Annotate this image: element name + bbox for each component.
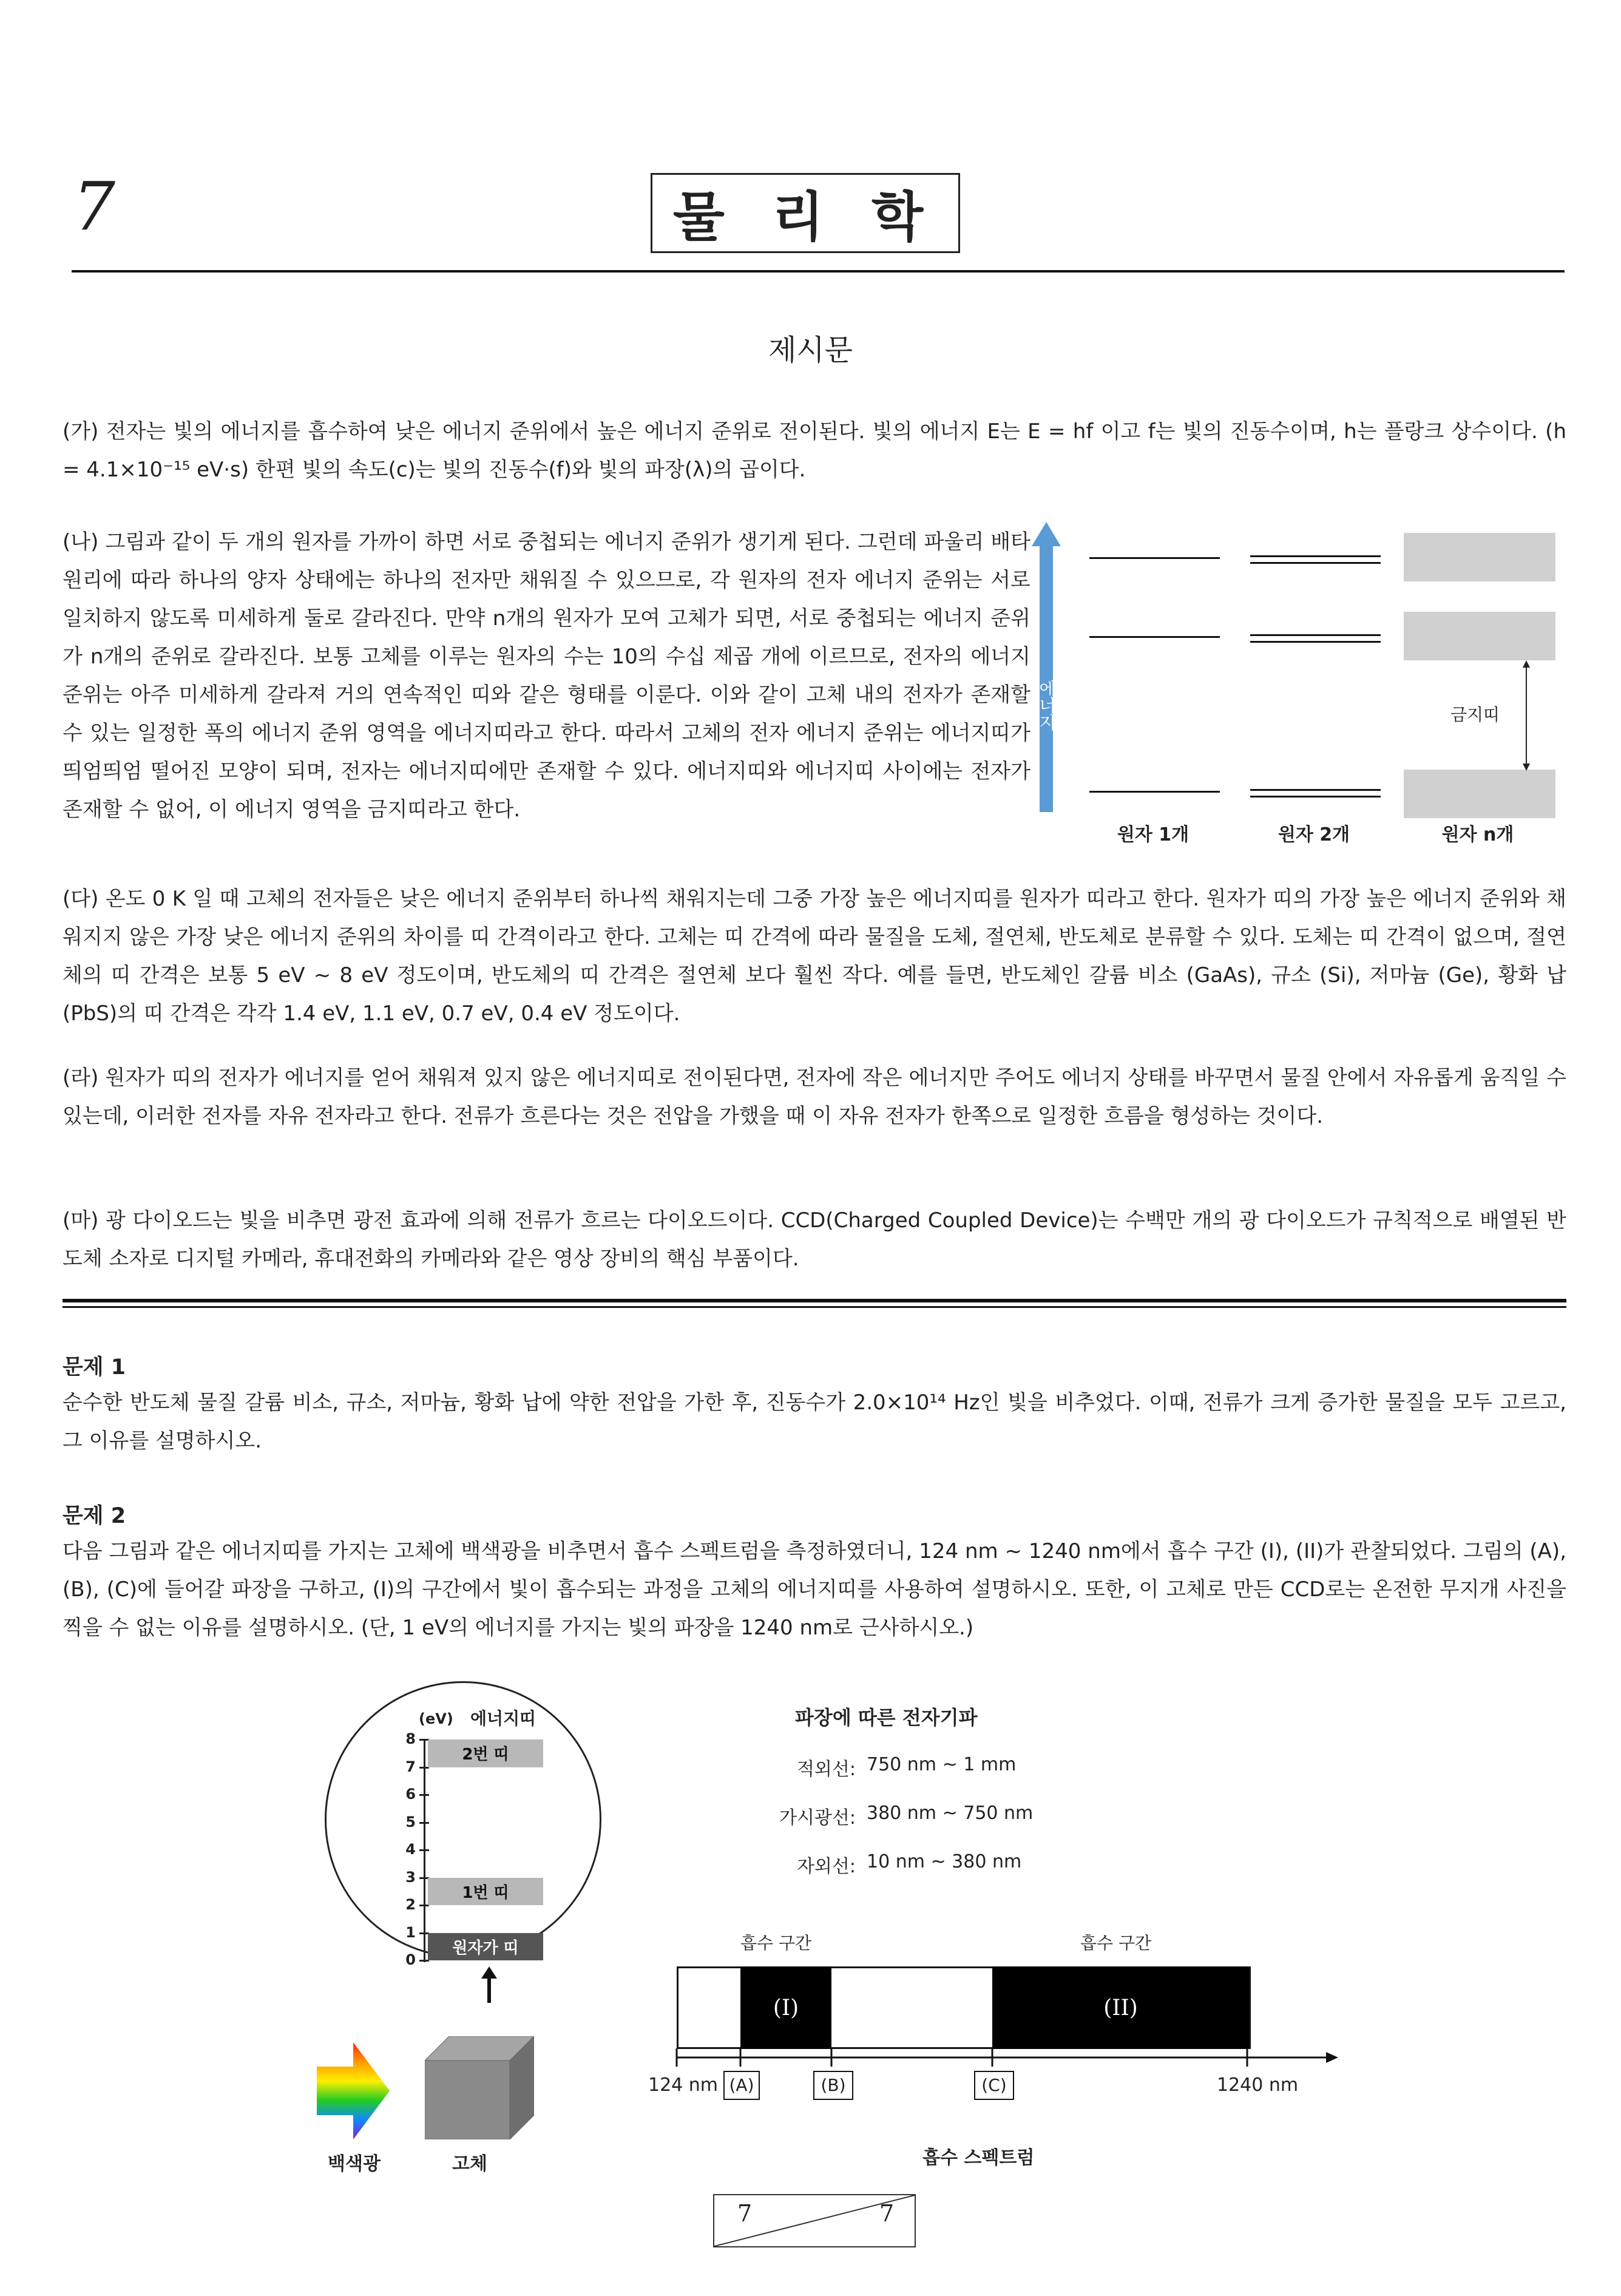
spectrum-caption: 흡수 스펙트럼 (922, 2147, 1035, 2169)
region2-text: (II) (1103, 1995, 1138, 2020)
problem-2-text: 다음 그림과 같은 에너지띠를 가지는 고체에 백색광을 비추면서 흡수 스펙트럼을 측정하였더니, 124 nm ~ 1240 nm에서 흡수 구간 (I), (II)가 관찰되었다. 그림의 (A), (B), (C)에 들어갈 파장을 구하고, (I)의 구간에서 빛이 흡수되는 과정을 고체의 에너지띠를 사용하여 설명하시오. 또한, 이 고체로 만든 CCD로는 온전한 무지개 사진을 찍을 수 없는 이유를 설명하시오. (단, 1 eV의 에너지를 가지는 빛의 파장을 1240 nm로 근사하시오.) (63, 1539, 1566, 1640)
energy-axis-arrow (1032, 522, 1068, 813)
footer-page-right: 7 (879, 2200, 895, 2227)
energy-tick-label: 2 (405, 1896, 416, 1913)
white-light-arrow-icon (317, 2042, 390, 2139)
absorption-region-1 (740, 1966, 831, 2049)
energy-tick-label: 6 (405, 1786, 416, 1803)
energy-tick-label: 3 (405, 1868, 416, 1886)
em-row-vis (759, 1803, 1123, 1851)
atom1-label: 원자 1개 (1117, 824, 1190, 845)
atom2-level-1b (1250, 796, 1381, 798)
absorption-region-2 (992, 1966, 1249, 2049)
box-B: (B) (813, 2071, 853, 2100)
problem-1-title: 문제 1 (63, 1355, 126, 1380)
energy-tick (419, 1849, 429, 1851)
em-row-vis-name: 가시광선: (779, 1807, 856, 1829)
passage-na (63, 523, 1030, 829)
passage-na-text: (나) 그림과 같이 두 개의 원자를 가까이 하면 서로 중첩되는 에너지 준위가 생기게 된다. 그런데 파울리 배타 원리에 따라 하나의 양자 상태에는 하나의 전자만 채워질 수 있으므로, 각 원자의 전자 에너지 준위는 서로 일치하지 않도록 미세하게 둘로 갈라진다. 만약 n개의 원자가 모여 고체가 되면, 서로 중첩되는 에너지 준위가 n개의 준위로 갈라진다. 보통 고체를 이루는 원자의 수는 10의 수십 제곱 개에 이르므로, 전자의 에너지 준위는 아주 미세하게 갈라져 거의 연속적인 띠와 같은 형태를 이룬다. 이와 같이 고체 내의 전자가 존재할 수 있는 일정한 폭의 에너지 준위 영역을 에너지띠라고 한다. 따라서 고체의 전자 에너지 준위는 에너지띠가 띄엄띄엄 떨어진 모양이 되며, 전자는 에너지띠에만 존재할 수 있다. 에너지띠와 에너지띠 사이에는 전자가 존재할 수 없어, 이 에너지 영역을 금지띠라고 한다. (63, 530, 1030, 822)
energy-tick (419, 1794, 429, 1796)
footer-page-left: 7 (737, 2200, 753, 2227)
em-row-ir-range: 750 nm ~ 1 mm (867, 1754, 1017, 1775)
spectrum-figure (643, 1924, 1311, 2179)
box-A: (A) (723, 2071, 760, 2100)
energy-tick-label: 4 (405, 1841, 416, 1858)
em-row-uv-range: 10 nm ~ 380 nm (867, 1851, 1022, 1872)
passage-ma-text: (마) 광 다이오드는 빛을 비추면 광전 효과에 의해 전류가 흐르는 다이오드이다. CCD(Charged Coupled Device)는 수백만 개의 광 다이오드가 규칙적으로 배열된 반도체 소자로 디지털 카메라, 휴대전화의 카메라와 같은 영상 장비의 핵심 부품이다. (63, 1208, 1566, 1271)
problem-2-title: 문제 2 (63, 1504, 126, 1528)
energy-tick-label: 5 (405, 1813, 416, 1830)
gap-arrow (1517, 660, 1535, 771)
passage-ma (63, 1202, 1566, 1278)
white-light-label: 백색광 (328, 2153, 381, 2175)
atom1-level-3 (1089, 557, 1220, 559)
spectrum-axis (674, 2045, 1341, 2070)
up-arrow-icon (481, 1966, 497, 2003)
passage-ga-text: (가) 전자는 빛의 에너지를 흡수하여 낮은 에너지 준위에서 높은 에너지 준위로 전이된다. 빛의 에너지 E는 E = hf 이고 f는 빛의 진동수이며, h는 플랑크 상수이다. (h = 4.1×10⁻¹⁵ eV·s) 한편 빛의 속도(c)는 빛의 진동수(f)와 빛의 파장(λ)의 곱이다. (63, 419, 1566, 482)
problem-2 (63, 1532, 1566, 1647)
subject-title: 물 리 학 (672, 186, 938, 248)
atom2-level-3b (1250, 562, 1381, 564)
atom2-level-2a (1250, 634, 1381, 636)
em-table (759, 1754, 1123, 1900)
subject-box (651, 173, 960, 253)
band-diagram (1032, 522, 1566, 862)
em-row-ir (759, 1754, 1123, 1803)
energy-band-circle (325, 1681, 601, 1958)
section-title: 제시문 (768, 333, 853, 367)
atomn-band-2 (1404, 612, 1555, 660)
energy-band-2: 원자가 띠 (428, 1933, 543, 1961)
passage-ga (63, 413, 1566, 489)
atom1-level-1 (1089, 791, 1220, 793)
solid-cube-icon (425, 2036, 534, 2139)
energy-band-title: 에너지띠 (470, 1708, 536, 1729)
divider-double-rule (63, 1299, 1566, 1308)
passage-da-text: (다) 온도 0 K 일 때 고체의 전자들은 낮은 에너지 준위부터 하나씩 채워지는데 그중 가장 높은 에너지띠를 원자가 띠라고 한다. 원자가 띠의 가장 높은 에너지 준위와 채워지지 않은 가장 낮은 에너지 준위의 차이를 띠 간격이라고 한다. 고체는 띠 간격에 따라 물질을 도체, 절연체, 반도체로 분류할 수 있다. 도체는 띠 간격이 없으며, 절연체의 띠 간격은 보통 5 eV ~ 8 eV 정도이며, 반도체의 띠 간격은 절연체 보다 훨씬 작다. 예를 들면, 반도체인 갈륨 비소 (GaAs), 규소 (Si), 저마늄 (Ge), 황화 납 (PbS)의 띠 간격은 각각 1.4 eV, 1.1 eV, 0.7 eV, 0.4 eV 정도이다. (63, 887, 1566, 1026)
energy-tick-label: 8 (405, 1730, 416, 1747)
em-row-uv-name: 자외선: (796, 1856, 856, 1877)
spectrum-left-label: 124 nm (648, 2074, 719, 2096)
energy-axis-label: 에너지 (1037, 680, 1057, 731)
energy-band-1: 1번 띠 (428, 1878, 543, 1906)
region2-label: 흡수 구간 (1080, 1933, 1152, 1953)
energy-y-axis (424, 1741, 425, 1962)
spectrum-right-label: 1240 nm (1217, 2074, 1299, 2096)
atom1-level-2 (1089, 636, 1220, 638)
passage-da (63, 880, 1566, 1033)
energy-tick-label: 0 (405, 1951, 416, 1968)
energy-tick-label: 7 (405, 1758, 416, 1775)
em-row-ir-name: 적외선: (796, 1759, 856, 1780)
atom2-level-2b (1250, 641, 1381, 643)
footer-page-box (713, 2194, 916, 2247)
gap-label: 금지띠 (1450, 705, 1500, 725)
em-row-uv (759, 1851, 1123, 1900)
atom2-level-1a (1250, 789, 1381, 791)
passage-ra-text: (라) 원자가 띠의 전자가 에너지를 얻어 채워져 있지 않은 에너지띠로 전이된다면, 전자에 작은 에너지만 주어도 에너지 상태를 바꾸면서 물질 안에서 자유롭게 움직일 수 있는데, 이러한 전자를 자유 전자라고 한다. 전류가 흐른다는 것은 전압을 가했을 때 이 자유 전자가 한쪽으로 일정한 흐름을 형성하는 것이다. (63, 1066, 1566, 1128)
box-C: (C) (974, 2071, 1014, 2100)
atomn-label: 원자 n개 (1441, 824, 1514, 845)
page-number: 7 (73, 168, 115, 245)
energy-tick-label: 1 (405, 1923, 416, 1941)
region1-text: (I) (773, 1995, 799, 2020)
energy-band-figure (316, 1675, 607, 1991)
problem-1 (63, 1384, 1566, 1460)
solid-label: 고체 (452, 2153, 487, 2175)
em-row-vis-range: 380 nm ~ 750 nm (867, 1803, 1034, 1824)
region1-label: 흡수 구간 (740, 1933, 812, 1953)
atom2-label: 원자 2개 (1278, 824, 1350, 845)
atomn-band-3 (1404, 533, 1555, 581)
energy-band-0: 2번 띠 (428, 1739, 543, 1767)
atom2-level-3a (1250, 555, 1381, 557)
em-table-title: 파장에 따른 전자기파 (795, 1706, 978, 1729)
energy-unit: (eV) (419, 1710, 453, 1727)
atomn-band-1 (1404, 770, 1555, 818)
problem-1-text: 순수한 반도체 물질 갈륨 비소, 규소, 저마늄, 황화 납에 약한 전압을 가한 후, 진동수가 2.0×10¹⁴ Hz인 빛을 비추었다. 이때, 전류가 크게 증가한 물질을 모두 고르고, 그 이유를 설명하시오. (63, 1390, 1566, 1453)
energy-tick (419, 1822, 429, 1824)
passage-ra (63, 1059, 1566, 1136)
header-rule (72, 270, 1565, 273)
